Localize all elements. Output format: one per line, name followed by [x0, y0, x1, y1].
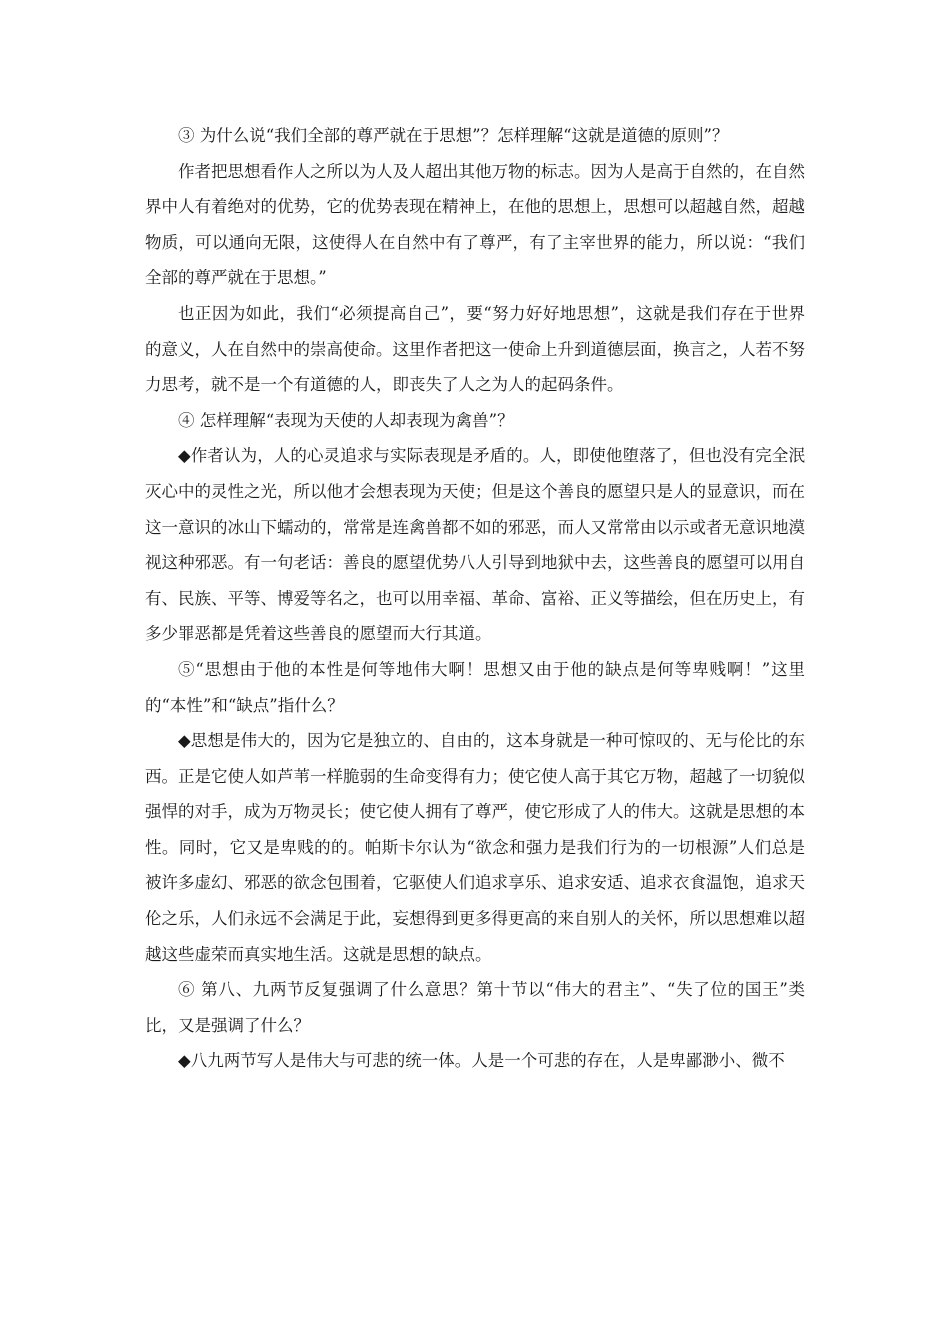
question-4: ④ 怎样理解“表现为天使的人却表现为禽兽”？ — [178, 410, 514, 430]
answer-6: ◆八九两节写人是伟大与可悲的统一体。人是一个可悲的存在，人是卑鄙渺小、微不 — [178, 1051, 785, 1071]
question-5: ⑤“思想由于他的本性是何等地伟大啊！思想又由于他的缺点是何等卑贱啊！”这里的“本性”和“缺点”指什么？ — [145, 659, 805, 715]
answer-3-part-2: 也正因为如此，我们“必须提高自己”，要“努力好好地思想”，这就是我们存在于世界的意义，人在自然中的崇高使命。这里作者把这一使命上升到道德层面，换言之，人若不努力思考，就不是一个有道德的人，即丧失了人之为人的起码条件。 — [145, 303, 805, 395]
answer-4: ◆作者认为，人的心灵追求与实际表现是矛盾的。人，即使他堕落了，但也没有完全泯灭心中的灵性之光，所以他才会想表现为天使；但是这个善良的愿望只是人的显意识，而在这一意识的冰山下蠕动的，常常是连禽兽都不如的邪恶，而人又常常由以示或者无意识地漠视这种邪恶。有一句老话：善良的愿望优势八人引导到地狱中去，这些善良的愿望可以用自有、民族、平等、博爱等名之，也可以用幸福、革命、富裕、正义等描绘，但在历史上，有多少罪恶都是凭着这些善良的愿望而大行其道。 — [145, 446, 805, 644]
document-body — [145, 118, 805, 1079]
answer-5: ◆思想是伟大的，因为它是独立的、自由的，这本身就是一种可惊叹的、无与伦比的东西。正是它使人如芦苇一样脆弱的生命变得有力；使它使人高于其它万物，超越了一切貌似强悍的对手，成为万物灵长；使它使人拥有了尊严，使它形成了人的伟大。这就是思想的本性。同时，它又是卑贱的的。帕斯卡尔认为“欲念和强力是我们行为的一切根源”人们总是被许多虚幻、邪恶的欲念包围着，它驱使人们追求享乐、追求安适、追求衣食温饱，追求天伦之乐，人们永远不会满足于此，妄想得到更多得更高的来自别人的关怀，所以思想难以超越这些虚荣而真实地生活。这就是思想的缺点。 — [145, 731, 805, 964]
question-6: ⑥ 第八、九两节反复强调了什么意思？第十节以“伟大的君主”、“失了位的国王”类比，又是强调了什么？ — [145, 980, 805, 1035]
answer-3-part-1: 作者把思想看作人之所以为人及人超出其他万物的标志。因为人是高于自然的，在自然界中人有着绝对的优势，它的优势表现在精神上，在他的思想上，思想可以超越自然，超越物质，可以通向无限，这使得人在自然中有了尊严，有了主宰世界的能力，所以说：“我们全部的尊严就在于思想。” — [145, 161, 805, 288]
question-3: ③ 为什么说“我们全部的尊严就在于思想”？怎样理解“这就是道德的原则”？ — [178, 126, 729, 145]
